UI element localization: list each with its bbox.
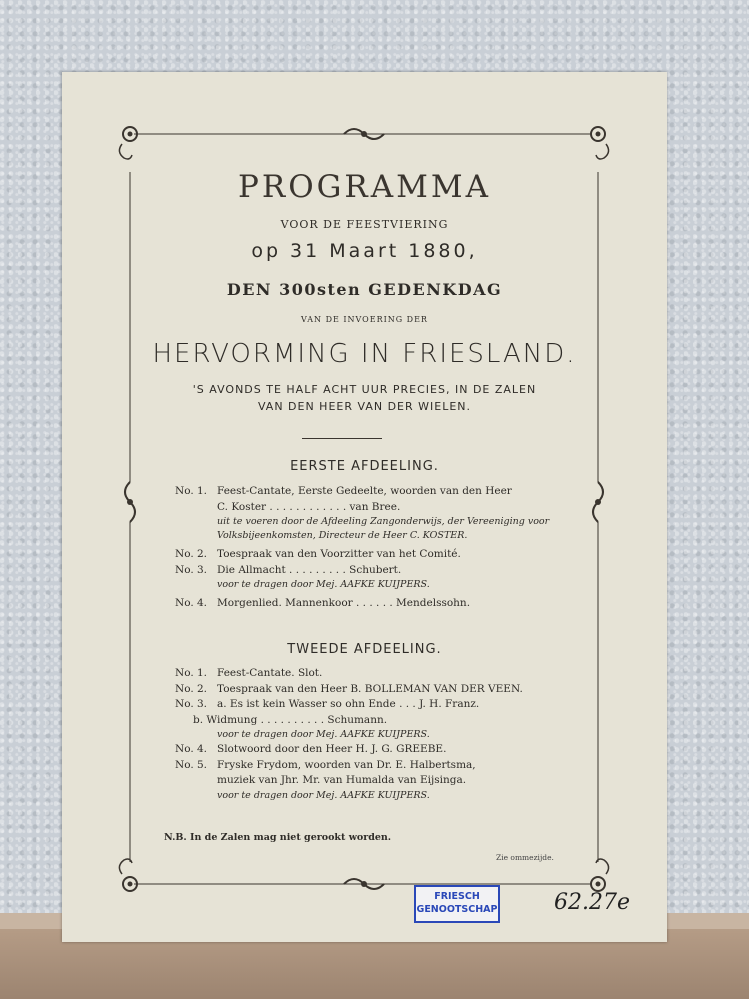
tweede-afdeeling-heading: TWEEDE AFDEELING.	[287, 642, 442, 657]
item-note-text: voor te dragen door Mej. AAFKE KUIJPERS.	[217, 789, 430, 801]
item-text: Toespraak van den Voorzitter van het Comité.	[217, 548, 461, 560]
list-item	[175, 666, 585, 682]
corner-ornament-icon	[591, 127, 609, 159]
item-number: No. 2.	[175, 548, 208, 560]
programme-subtitle: VOOR DE FEESTVIERING	[280, 218, 449, 231]
handwritten-catalog-number: 62.27e	[554, 890, 631, 915]
list-item-continuation	[175, 500, 585, 516]
stamp-line-1: FRIESCH	[434, 891, 480, 902]
corner-ornament-icon	[591, 859, 609, 891]
time-location-line-1: 'S AVONDS TE HALF ACHT UUR PRECIES, IN DE ZALEN	[192, 383, 537, 396]
right-side-scroll-icon	[593, 482, 603, 522]
event-date: op 31 Maart 1880,	[251, 240, 478, 262]
item-note	[175, 515, 585, 543]
item-text: Fryske Frydom, woorden van Dr. E. Halbertsma,	[217, 758, 476, 771]
item-note	[175, 578, 585, 592]
list-item	[175, 596, 585, 612]
no-smoking-note: N.B. In de Zalen mag niet gerookt worden.	[164, 832, 392, 843]
item-number: No. 4.	[175, 743, 208, 755]
time-location-line-2: VAN DEN HEER VAN DER WIELEN.	[257, 400, 472, 413]
corner-ornament-icon	[119, 859, 137, 891]
item-text: a. Es ist kein Wasser so ohn Ende . . . J. H. Franz.	[217, 698, 480, 710]
list-item-continuation	[175, 713, 585, 729]
item-number: No. 2.	[175, 682, 208, 695]
stamp-line-2: GENOOTSCHAP	[416, 904, 498, 915]
item-note	[175, 728, 585, 742]
tweede-afdeeling-list	[175, 666, 585, 803]
item-number: No. 4.	[175, 597, 208, 609]
list-item	[175, 682, 585, 698]
eerste-afdeeling-list	[175, 484, 585, 612]
list-item	[175, 742, 585, 758]
item-number: No. 1.	[175, 485, 208, 497]
item-text: muziek van Jhr. Mr. van Humalda van Eijsinga.	[217, 774, 467, 786]
item-number: No. 3.	[175, 698, 208, 710]
item-text: Feest-Cantate. Slot.	[217, 667, 323, 679]
list-item	[175, 758, 585, 774]
item-text: Die Allmacht . . . . . . . . . Schubert.	[217, 563, 402, 576]
left-side-scroll-icon	[125, 482, 135, 522]
eerste-afdeeling-heading: EERSTE AFDEELING.	[290, 459, 439, 474]
invoering-line: VAN DE INVOERING DER	[301, 315, 428, 324]
gedenkdag-heading: DEN 300sten GEDENKDAG	[226, 280, 503, 299]
item-number: No. 5.	[175, 758, 208, 771]
programme-title: PROGRAMMA	[238, 169, 491, 205]
item-note	[175, 789, 585, 803]
list-item	[175, 547, 585, 563]
list-item	[175, 563, 585, 579]
list-item	[175, 484, 585, 500]
programme-sheet	[62, 72, 667, 942]
list-item	[175, 697, 585, 713]
item-number: No. 1.	[175, 667, 208, 679]
item-note-text: uit te voeren door de Afdeeling Zangonderwijs, der Vereeniging voor Volksbijeenkomsten, Directeur de Heer C. KOSTER.	[217, 516, 550, 541]
item-text: Morgenlied. Mannenkoor . . . . . . Mendelssohn.	[217, 597, 471, 609]
item-text: Slotwoord door den Heer H. J. G. GREEBE.	[217, 743, 447, 755]
item-text: Feest-Cantate, Eerste Gedeelte, woorden van den Heer	[217, 485, 512, 497]
divider-rule	[302, 438, 382, 439]
see-reverse-note: Zie ommezijde.	[496, 853, 554, 862]
item-note-text: voor te dragen door Mej. AAFKE KUIJPERS.	[217, 729, 430, 740]
item-text: Toespraak van den Heer B. BOLLEMAN VAN DER VEEN.	[217, 682, 523, 695]
item-number: No. 3.	[175, 563, 208, 576]
archive-stamp	[414, 885, 500, 923]
item-note-text: voor te dragen door Mej. AAFKE KUIJPERS.	[217, 579, 430, 590]
corner-ornament-icon	[119, 127, 137, 159]
list-item-continuation	[175, 773, 585, 789]
item-text: b. Widmung . . . . . . . . . . Schumann.	[193, 713, 388, 726]
hervorming-heading: HERVORMING IN FRIESLAND.	[152, 339, 577, 369]
item-text: C. Koster . . . . . . . . . . . . van Bree.	[217, 500, 401, 513]
